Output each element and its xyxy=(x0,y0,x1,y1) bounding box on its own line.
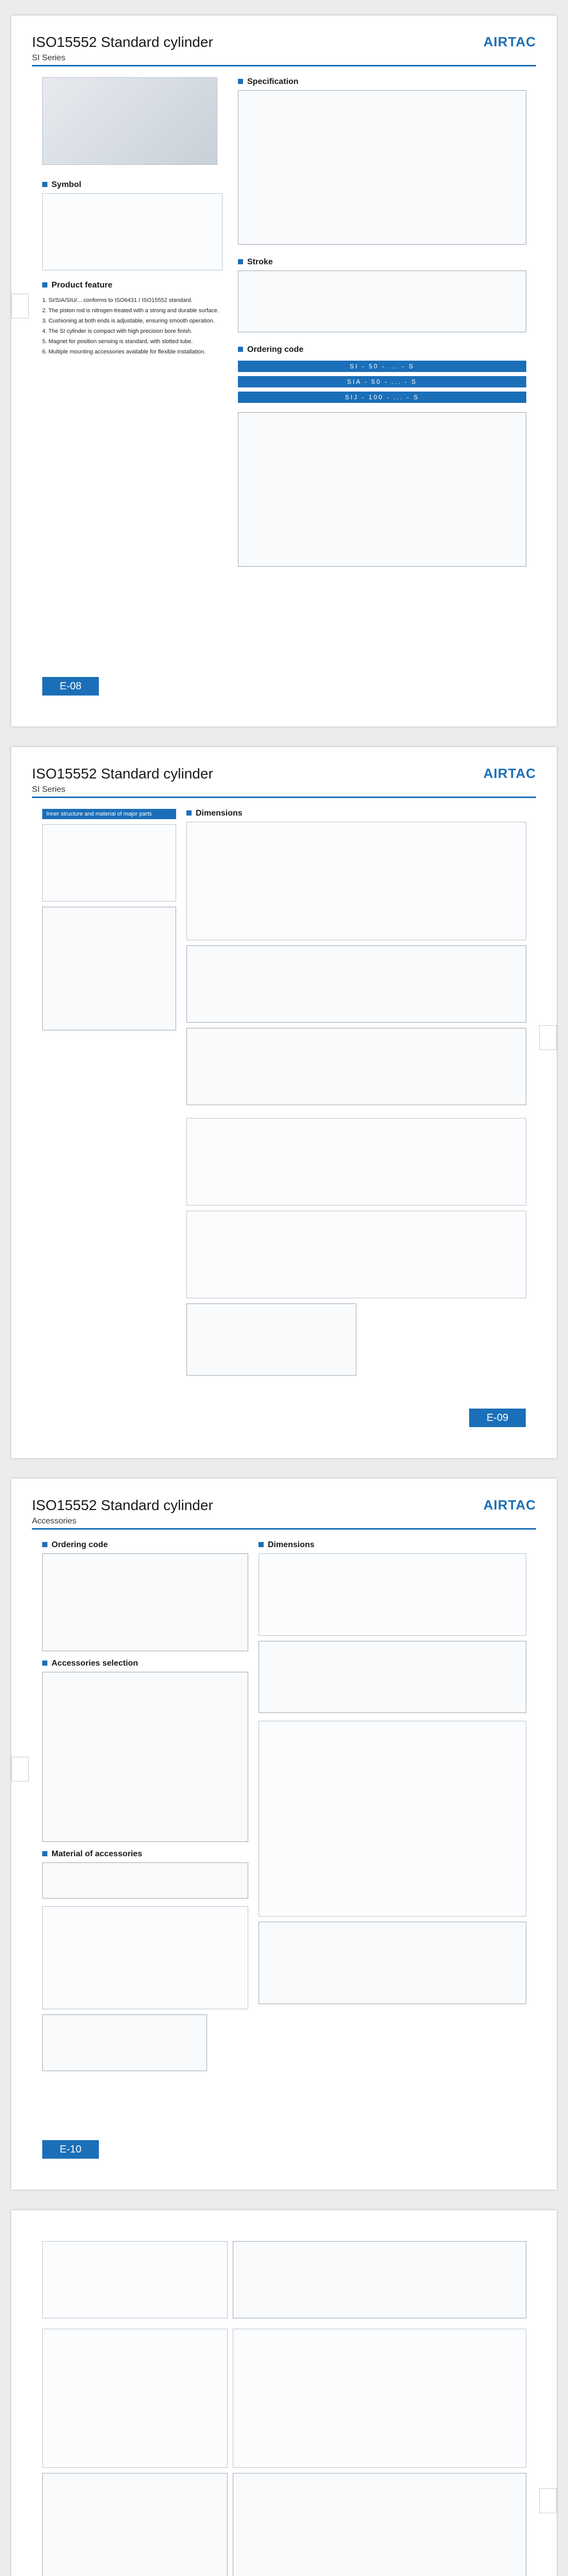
feature-item: 2. The piston rod is nitrogen-treated with a strong and durable surface. xyxy=(42,308,219,314)
section-specification: Specification xyxy=(238,77,299,87)
page-number: E-09 xyxy=(469,1409,526,1427)
section-inner-structure: Inner structure and material of major parts xyxy=(42,809,176,819)
dimension-table-2 xyxy=(186,1028,526,1105)
accessory-table-clevis xyxy=(42,2473,228,2576)
accessory-dimension-table-2 xyxy=(259,1922,526,2004)
order-code-bar: SIA - 50 - ... - S xyxy=(238,376,526,387)
accessory-drawing-fl xyxy=(42,2241,228,2318)
material-table xyxy=(42,907,176,1030)
feature-item: 1. SI/SIA/SIU/... conforms to ISO6431 / ISO15552 standard. xyxy=(42,297,193,303)
side-thumb-tab xyxy=(539,1025,557,1050)
section-dimensions: Dimensions xyxy=(186,809,243,818)
page-subtitle: SI Series xyxy=(32,54,65,62)
section-ordering-code: Ordering code xyxy=(238,345,303,354)
accessories-selection-table xyxy=(42,1672,248,1842)
accessory-table-fl xyxy=(233,2241,526,2318)
feature-item: 3. Cushioning at both ends is adjustable, ensuring smooth operation. xyxy=(42,318,215,324)
accessory-drawing-small xyxy=(42,1906,248,2009)
dimension-table-3 xyxy=(186,1303,356,1376)
order-code-bar: SIJ - 100 - ... - S xyxy=(238,392,526,403)
page-header xyxy=(32,762,536,793)
header-rule xyxy=(32,65,536,66)
header-rule xyxy=(32,1528,536,1530)
symbol-diagram xyxy=(42,193,222,270)
section-dimensions: Dimensions xyxy=(259,1540,315,1550)
accessory-dimension-table-1 xyxy=(259,1641,526,1713)
catalog-page-2 xyxy=(11,747,557,1458)
accessory-drawing-clevis xyxy=(42,2329,228,2468)
brand-logo: AIRTAC xyxy=(483,1497,536,1513)
catalog-page-4 xyxy=(11,2210,557,2576)
feature-list xyxy=(42,296,222,358)
page-number: E-08 xyxy=(42,677,99,696)
accessory-drawing-2 xyxy=(259,1721,526,1917)
feature-item: 6. Multiple mounting accessories available for flexible installation. xyxy=(42,349,206,355)
brand-logo: AIRTAC xyxy=(483,34,536,49)
feature-item: 4. The SI cylinder is compact with high precision bore finish. xyxy=(42,328,193,334)
header-rule xyxy=(32,796,536,798)
inner-structure-drawing xyxy=(42,824,176,902)
cylinder-photo xyxy=(42,77,217,165)
accessory-drawing-pivot xyxy=(233,2329,526,2468)
page-header xyxy=(32,1494,536,1525)
catalog-page-1 xyxy=(11,15,557,726)
accessory-dimension-table-small xyxy=(42,2014,207,2071)
page-subtitle: Accessories xyxy=(32,1517,77,1526)
spec-table xyxy=(238,90,526,245)
side-thumb-tab xyxy=(11,294,29,318)
accessory-drawing-1 xyxy=(259,1553,526,1636)
page-subtitle: SI Series xyxy=(32,785,65,794)
accessories-material-table xyxy=(42,1862,248,1899)
side-thumb-tab xyxy=(539,2488,557,2513)
page-title: ISO15552 Standard cylinder xyxy=(32,1497,213,1513)
page-header xyxy=(32,31,536,62)
accessory-ordering-code xyxy=(42,1553,248,1651)
brand-logo: AIRTAC xyxy=(483,766,536,781)
section-ordering-code: Ordering code xyxy=(42,1540,108,1550)
dimension-drawing-variant-2 xyxy=(186,1211,526,1298)
catalog-page-3 xyxy=(11,1479,557,2190)
dimension-drawing-variant-1 xyxy=(186,1118,526,1206)
section-symbol: Symbol xyxy=(42,180,81,190)
section-product-feature: Product feature xyxy=(42,281,112,290)
section-accessories-selection: Accessories selection xyxy=(42,1659,138,1668)
section-material: Material of accessories xyxy=(42,1850,142,1859)
page-number: E-10 xyxy=(42,2140,99,2159)
accessory-table-pivot xyxy=(233,2473,526,2576)
order-code-bar: SI - 50 - ... - S xyxy=(238,361,526,372)
page-title: ISO15552 Standard cylinder xyxy=(32,34,213,50)
feature-item: 5. Magnet for position sensing is standard, with slotted tube. xyxy=(42,338,193,345)
section-stroke: Stroke xyxy=(238,258,273,267)
stroke-table xyxy=(238,270,526,332)
ordering-code-legend xyxy=(238,412,526,567)
side-thumb-tab xyxy=(11,1757,29,1782)
dimension-drawing-front xyxy=(186,822,526,940)
page-title: ISO15552 Standard cylinder xyxy=(32,766,213,782)
dimension-table-1 xyxy=(186,945,526,1023)
